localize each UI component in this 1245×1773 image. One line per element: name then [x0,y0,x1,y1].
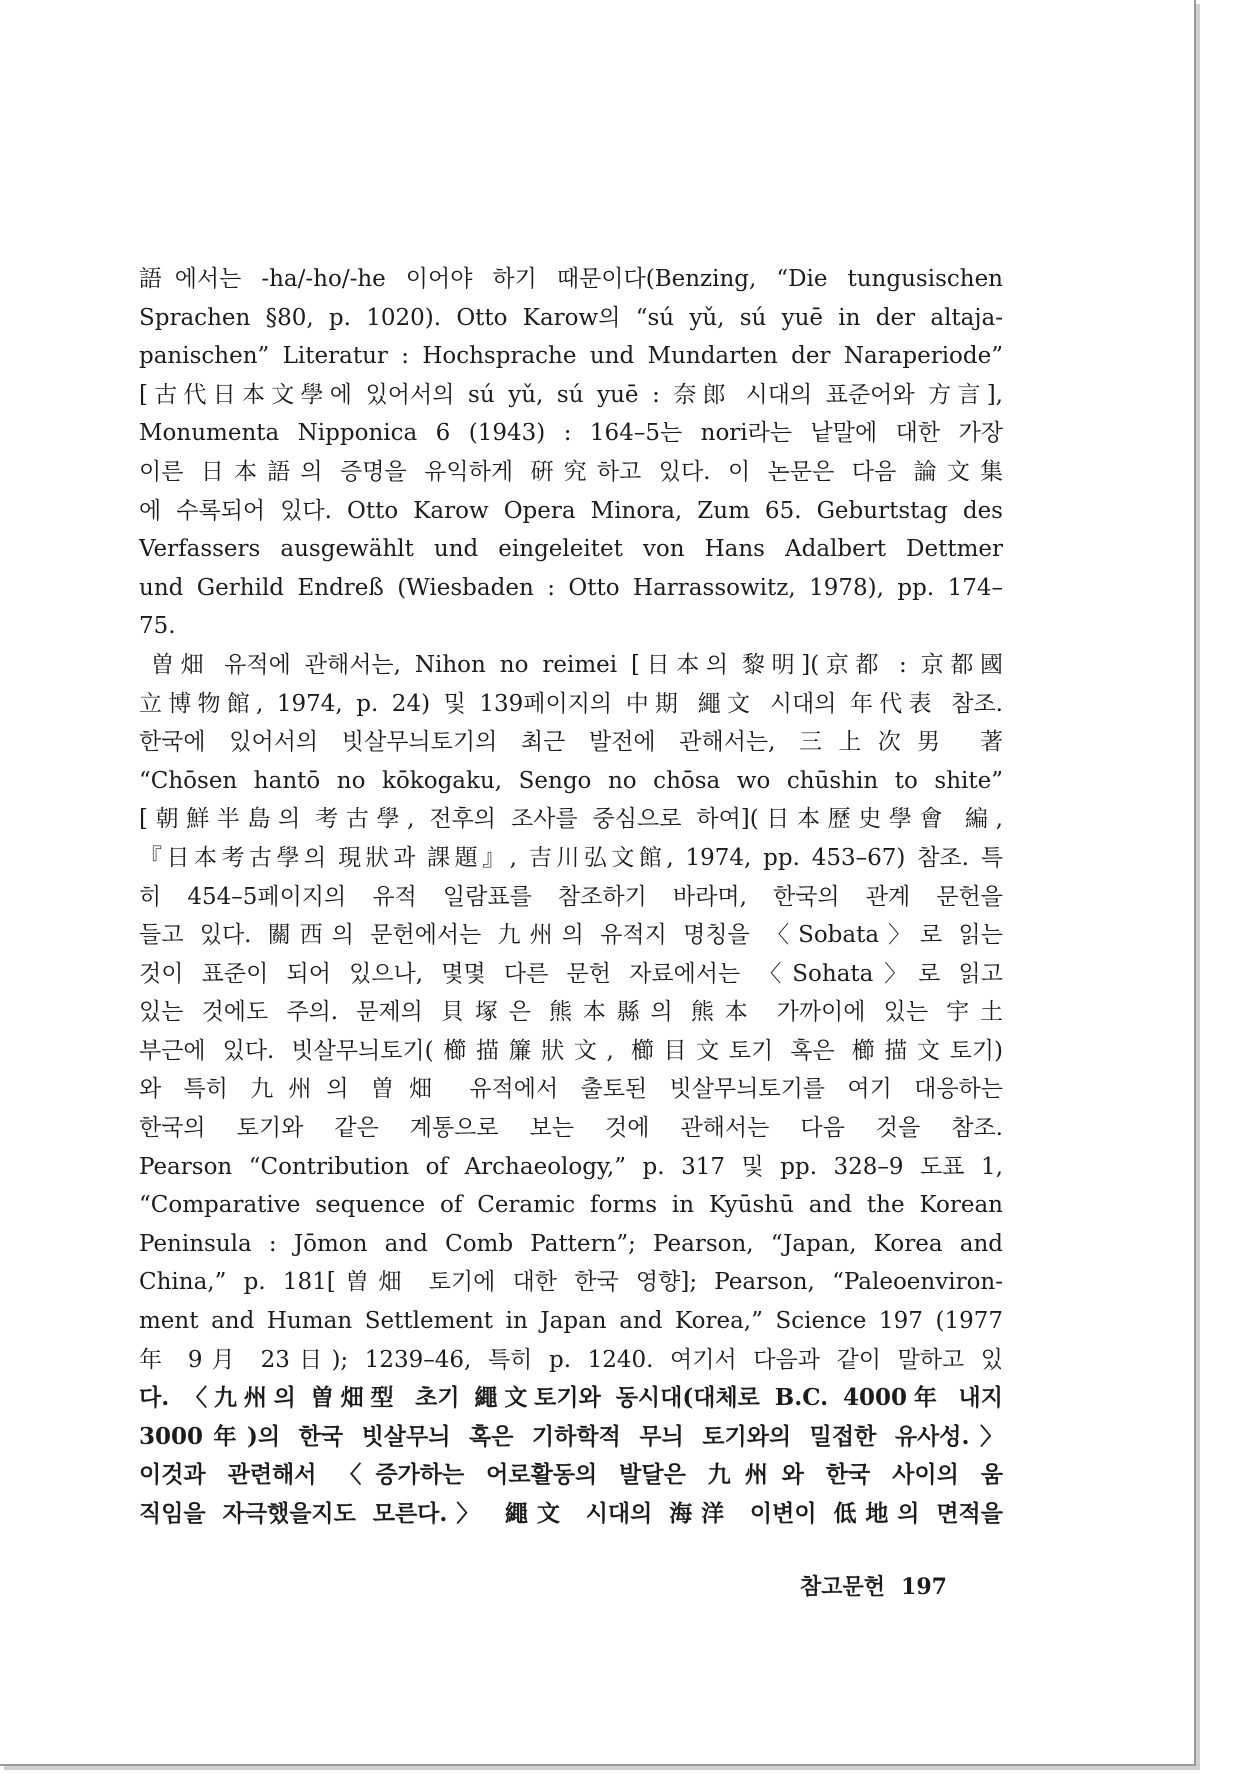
text-line: [古代日本文學에 있어서의 sú yǔ, sú yuē : 奈郎 시대의 표준어와 方言], [139,381,1003,408]
text-line: 에 수록되어 있다. Otto Karow Opera Minora, Zum 65. Geburtstag des [139,497,1003,524]
page-number: 197 [901,1574,947,1600]
text-line: 이른 日本語의 증명을 유익하게 硏究하고 있다. 이 논문은 다음 論文集 [139,458,1003,485]
text-line: “Comparative sequence of Ceramic forms in Kyūshū and the Korean [139,1192,1003,1219]
running-footer-section: 참고문헌 [800,1574,886,1600]
text-line: 직임을 자극했을지도 모른다.〉 繩文 시대의 海洋 이변이 低地의 면적을 [139,1500,1003,1527]
text-line: Pearson “Contribution of Archaeology,” p. 317 및 pp. 328–9 도표 1, [139,1153,1003,1180]
text-line: 부근에 있다. 빗살무늬토기(櫛描簾狀文, 櫛目文토기 혹은 櫛描文토기) [139,1037,1003,1064]
text-line: 語에서는 -ha/-ho/-he 이어야 하기 때문이다(Benzing, “Die tungusischen [139,266,1003,292]
text-line: Sprachen §80, p. 1020). Otto Karow의 “sú yǔ, sú yuē in der altaja- [139,304,1003,331]
text-line: 75. [139,613,176,640]
text-line: 한국에 있어서의 빗살무늬토기의 최근 발전에 관해서는, 三上次男 著 [139,729,1003,756]
text-line: 『日本考古學의 現狀과 課題』, 吉川弘文館, 1974, pp. 453–67) 참조. 특 [139,844,1003,871]
text-line: 와 특히 九州의 曽畑 유적에서 출토된 빗살무늬토기를 여기 대응하는 [139,1076,1003,1103]
text-line: 이것과 관련해서 〈증가하는 어로활동의 발달은 九州와 한국 사이의 움 [139,1461,1003,1489]
text-line: 年 9月 23日); 1239–46, 특히 p. 1240. 여기서 다음과 같이 말하고 있 [139,1346,1003,1373]
text-line: 한국의 토기와 같은 계통으로 보는 것에 관해서는 다음 것을 참조. [139,1115,1003,1142]
text-line: Verfassers ausgewählt und eingeleitet von Hans Adalbert Dettmer [139,536,1003,563]
text-line: 히 454–5페이지의 유적 일람표를 참조하기 바라며, 한국의 관계 문헌을 [139,883,1003,910]
body-text [139,260,1003,1534]
text-line: 立博物館, 1974, p. 24) 및 139페이지의 中期 繩文 시대의 年代表 참조. [139,690,1003,717]
text-line: 曽畑 유적에 관해서는, Nihon no reimei [日本의 黎明](京都 : 京都國 [151,651,1003,678]
text-line: 들고 있다. 關西의 문헌에서는 九州의 유적지 명칭을 〈Sobata〉로 읽는 [139,922,1003,949]
text-line: 다. 〈九州의 曽畑型 초기 繩文토기와 동시대(대체로 B.C. 4000年 내지 [139,1384,1003,1412]
text-line: Peninsula : Jōmon and Comb Pattern”; Pearson, “Japan, Korea and [139,1230,1003,1257]
text-line: “Chōsen hantō no kōkogaku, Sengo no chōsa wo chūshin to shite” [139,767,1003,794]
text-line: panischen” Literatur : Hochsprache und Mundarten der Naraperiode” [139,343,1003,370]
text-line: China,” p. 181[曽畑 토기에 대한 한국 영향]; Pearson, “Paleoenviron- [139,1269,1003,1296]
page-footer [800,1570,1010,1601]
text-line: [朝鮮半島의 考古學, 전후의 조사를 중심으로 하여](日本歷史學會 編, [139,806,1003,833]
text-line: 3000年)의 한국 빗살무늬 혹은 기하학적 무늬 토기와의 밀접한 유사성.〉 [139,1422,1003,1450]
text-line: ment and Human Settlement in Japan and Korea,” Science 197 (1977 [139,1308,1003,1335]
text-line: Monumenta Nipponica 6 (1943) : 164–5는 nori라는 낱말에 대한 가장 [139,420,1003,447]
text-line: 있는 것에도 주의. 문제의 貝塚은 熊本縣의 熊本 가까이에 있는 宇土 [139,999,1003,1026]
text-line: 것이 표준이 되어 있으나, 몇몇 다른 문헌 자료에서는 〈Sohata〉로 읽고 [139,960,1003,987]
text-line: und Gerhild Endreß (Wiesbaden : Otto Harrassowitz, 1978), pp. 174– [139,574,1003,601]
